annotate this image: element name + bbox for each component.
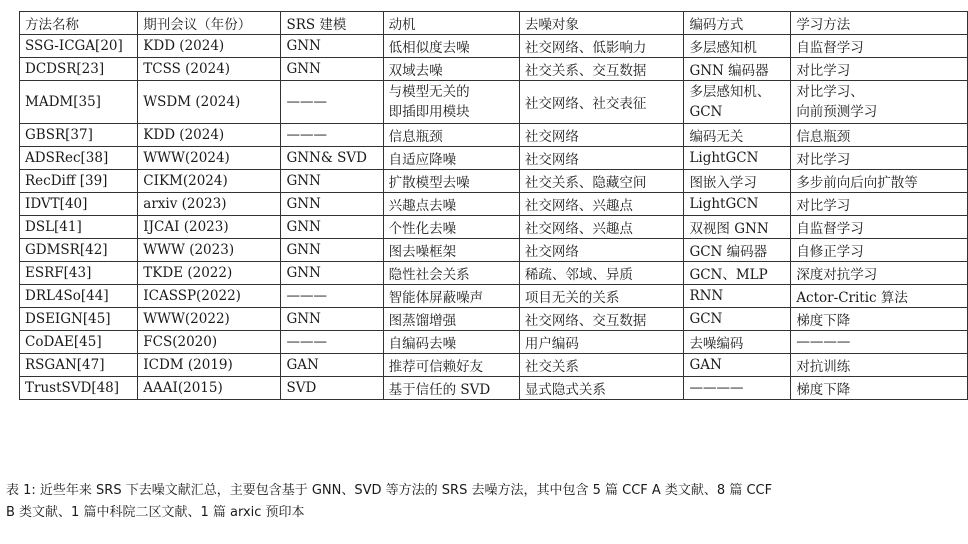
cell-motivation: 推荐可信赖好友 bbox=[383, 354, 519, 377]
cell-venue-year: arxiv (2023) bbox=[138, 193, 281, 216]
cell-motivation: 图蒸馏增强 bbox=[383, 308, 519, 331]
cell-denoising-target: 社交网络、社交表征 bbox=[519, 81, 684, 124]
table-row bbox=[20, 354, 968, 377]
header-srs-modeling: SRS 建模 bbox=[281, 12, 383, 35]
cell-denoising-target: 社交关系、隐藏空间 bbox=[519, 170, 684, 193]
cell-motivation: 信息瓶颈 bbox=[383, 124, 519, 147]
table-row bbox=[20, 58, 968, 81]
cell-venue-year: WWW(2024) bbox=[138, 147, 281, 170]
cell-srs-modeling: GNN bbox=[281, 35, 383, 58]
cell-motivation: 双域去噪 bbox=[383, 58, 519, 81]
cell-encoding: 多层感知机 bbox=[684, 35, 791, 58]
table-row bbox=[20, 35, 968, 58]
cell-learning-method: 对比学习 bbox=[791, 58, 968, 81]
cell-srs-modeling: ——— bbox=[281, 124, 383, 147]
table-row bbox=[20, 193, 968, 216]
cell-encoding: RNN bbox=[684, 285, 791, 308]
cell-learning-method: 对抗训练 bbox=[791, 354, 968, 377]
cell-srs-modeling: GNN bbox=[281, 216, 383, 239]
cell-encoding: 图嵌入学习 bbox=[684, 170, 791, 193]
cell-encoding: GNN 编码器 bbox=[684, 58, 791, 81]
cell-denoising-target: 社交网络 bbox=[519, 239, 684, 262]
cell-denoising-target: 社交关系 bbox=[519, 354, 684, 377]
cell-method-name: ESRF[43] bbox=[20, 262, 138, 285]
caption-line-2: B 类文献、1 篇中科院二区文献、1 篇 arxic 预印本 bbox=[6, 505, 305, 520]
table-row bbox=[20, 124, 968, 147]
caption-line-1: 表 1: 近些年来 SRS 下去噪文献汇总，主要包含基于 GNN、SVD 等方法的 SRS 去噪方法，其中包含 5 篇 CCF A 类文献、8 篇 CCF bbox=[6, 483, 773, 498]
table-row bbox=[20, 285, 968, 308]
cell-srs-modeling: GNN bbox=[281, 262, 383, 285]
cell-method-name: IDVT[40] bbox=[20, 193, 138, 216]
cell-srs-modeling: GNN bbox=[281, 170, 383, 193]
cell-motivation: 低相似度去噪 bbox=[383, 35, 519, 58]
cell-method-name: MADM[35] bbox=[20, 81, 138, 124]
cell-encoding: GCN bbox=[684, 308, 791, 331]
cell-learning-method: 梯度下降 bbox=[791, 377, 968, 400]
cell-encoding: 双视图 GNN bbox=[684, 216, 791, 239]
cell-srs-modeling: GNN bbox=[281, 308, 383, 331]
table-row bbox=[20, 81, 968, 124]
cell-learning-method: 自监督学习 bbox=[791, 35, 968, 58]
cell-encoding: GAN bbox=[684, 354, 791, 377]
table-row bbox=[20, 308, 968, 331]
cell-method-name: RSGAN[47] bbox=[20, 354, 138, 377]
cell-motivation: 与模型无关的 即插即用模块 bbox=[383, 81, 519, 124]
cell-srs-modeling: GNN& SVD bbox=[281, 147, 383, 170]
cell-venue-year: IJCAI (2023) bbox=[138, 216, 281, 239]
cell-learning-method: ———— bbox=[791, 331, 968, 354]
cell-motivation: 兴趣点去噪 bbox=[383, 193, 519, 216]
cell-venue-year: TKDE (2022) bbox=[138, 262, 281, 285]
cell-learning-method: Actor-Critic 算法 bbox=[791, 285, 968, 308]
table-row bbox=[20, 216, 968, 239]
cell-motivation: 基于信任的 SVD bbox=[383, 377, 519, 400]
cell-method-name: TrustSVD[48] bbox=[20, 377, 138, 400]
cell-method-name: GBSR[37] bbox=[20, 124, 138, 147]
header-method-name: 方法名称 bbox=[20, 12, 138, 35]
cell-denoising-target: 显式隐式关系 bbox=[519, 377, 684, 400]
cell-encoding: 去噪编码 bbox=[684, 331, 791, 354]
header-venue-year: 期刊会议（年份） bbox=[138, 12, 281, 35]
cell-encoding: ———— bbox=[684, 377, 791, 400]
cell-learning-method: 对比学习 bbox=[791, 193, 968, 216]
cell-encoding: LightGCN bbox=[684, 193, 791, 216]
cell-encoding: GCN、MLP bbox=[684, 262, 791, 285]
cell-motivation: 隐性社会关系 bbox=[383, 262, 519, 285]
cell-srs-modeling: ——— bbox=[281, 285, 383, 308]
cell-venue-year: WWW (2023) bbox=[138, 239, 281, 262]
cell-srs-modeling: GAN bbox=[281, 354, 383, 377]
cell-method-name: GDMSR[42] bbox=[20, 239, 138, 262]
cell-venue-year: KDD (2024) bbox=[138, 35, 281, 58]
cell-method-name: RecDiff [39] bbox=[20, 170, 138, 193]
cell-venue-year: CIKM(2024) bbox=[138, 170, 281, 193]
cell-srs-modeling: ——— bbox=[281, 81, 383, 124]
cell-method-name: SSG-ICGA[20] bbox=[20, 35, 138, 58]
cell-denoising-target: 社交网络、兴趣点 bbox=[519, 216, 684, 239]
cell-venue-year: FCS(2020) bbox=[138, 331, 281, 354]
cell-learning-method: 对比学习 bbox=[791, 147, 968, 170]
cell-method-name: ADSRec[38] bbox=[20, 147, 138, 170]
table-row bbox=[20, 262, 968, 285]
cell-motivation: 个性化去噪 bbox=[383, 216, 519, 239]
cell-motivation: 自适应降噪 bbox=[383, 147, 519, 170]
cell-denoising-target: 项目无关的关系 bbox=[519, 285, 684, 308]
cell-denoising-target: 社交网络、兴趣点 bbox=[519, 193, 684, 216]
header-encoding: 编码方式 bbox=[684, 12, 791, 35]
cell-denoising-target: 社交网络 bbox=[519, 124, 684, 147]
cell-denoising-target: 稀疏、邻域、异质 bbox=[519, 262, 684, 285]
cell-motivation: 扩散模型去噪 bbox=[383, 170, 519, 193]
cell-method-name: DCDSR[23] bbox=[20, 58, 138, 81]
cell-srs-modeling: GNN bbox=[281, 58, 383, 81]
cell-venue-year: ICDM (2019) bbox=[138, 354, 281, 377]
header-motivation: 动机 bbox=[383, 12, 519, 35]
header-denoising-target: 去噪对象 bbox=[519, 12, 684, 35]
cell-srs-modeling: GNN bbox=[281, 193, 383, 216]
cell-venue-year: WSDM (2024) bbox=[138, 81, 281, 124]
cell-learning-method: 多步前向后向扩散等 bbox=[791, 170, 968, 193]
table-caption bbox=[6, 480, 964, 524]
cell-venue-year: TCSS (2024) bbox=[138, 58, 281, 81]
table-row bbox=[20, 239, 968, 262]
header-learning-method: 学习方法 bbox=[791, 12, 968, 35]
cell-motivation: 自编码去噪 bbox=[383, 331, 519, 354]
cell-method-name: CoDAE[45] bbox=[20, 331, 138, 354]
cell-learning-method: 自监督学习 bbox=[791, 216, 968, 239]
table-row bbox=[20, 170, 968, 193]
cell-srs-modeling: ——— bbox=[281, 331, 383, 354]
table-header-row bbox=[20, 12, 968, 35]
cell-motivation: 智能体屏蔽噪声 bbox=[383, 285, 519, 308]
cell-denoising-target: 社交网络、低影响力 bbox=[519, 35, 684, 58]
cell-venue-year: AAAI(2015) bbox=[138, 377, 281, 400]
cell-learning-method: 信息瓶颈 bbox=[791, 124, 968, 147]
cell-denoising-target: 社交网络 bbox=[519, 147, 684, 170]
table-row bbox=[20, 377, 968, 400]
cell-learning-method: 对比学习、 向前预测学习 bbox=[791, 81, 968, 124]
cell-srs-modeling: SVD bbox=[281, 377, 383, 400]
cell-motivation: 图去噪框架 bbox=[383, 239, 519, 262]
cell-denoising-target: 社交关系、交互数据 bbox=[519, 58, 684, 81]
cell-venue-year: WWW(2022) bbox=[138, 308, 281, 331]
cell-learning-method: 梯度下降 bbox=[791, 308, 968, 331]
denoising-literature-table bbox=[19, 11, 968, 400]
cell-srs-modeling: GNN bbox=[281, 239, 383, 262]
cell-venue-year: KDD (2024) bbox=[138, 124, 281, 147]
cell-learning-method: 深度对抗学习 bbox=[791, 262, 968, 285]
cell-denoising-target: 社交网络、交互数据 bbox=[519, 308, 684, 331]
cell-encoding: 编码无关 bbox=[684, 124, 791, 147]
cell-learning-method: 自修正学习 bbox=[791, 239, 968, 262]
cell-encoding: GCN 编码器 bbox=[684, 239, 791, 262]
cell-encoding: LightGCN bbox=[684, 147, 791, 170]
cell-denoising-target: 用户编码 bbox=[519, 331, 684, 354]
table-row bbox=[20, 147, 968, 170]
cell-encoding: 多层感知机、 GCN bbox=[684, 81, 791, 124]
cell-method-name: DSL[41] bbox=[20, 216, 138, 239]
cell-venue-year: ICASSP(2022) bbox=[138, 285, 281, 308]
table-row bbox=[20, 331, 968, 354]
cell-method-name: DRL4So[44] bbox=[20, 285, 138, 308]
cell-method-name: DSEIGN[45] bbox=[20, 308, 138, 331]
